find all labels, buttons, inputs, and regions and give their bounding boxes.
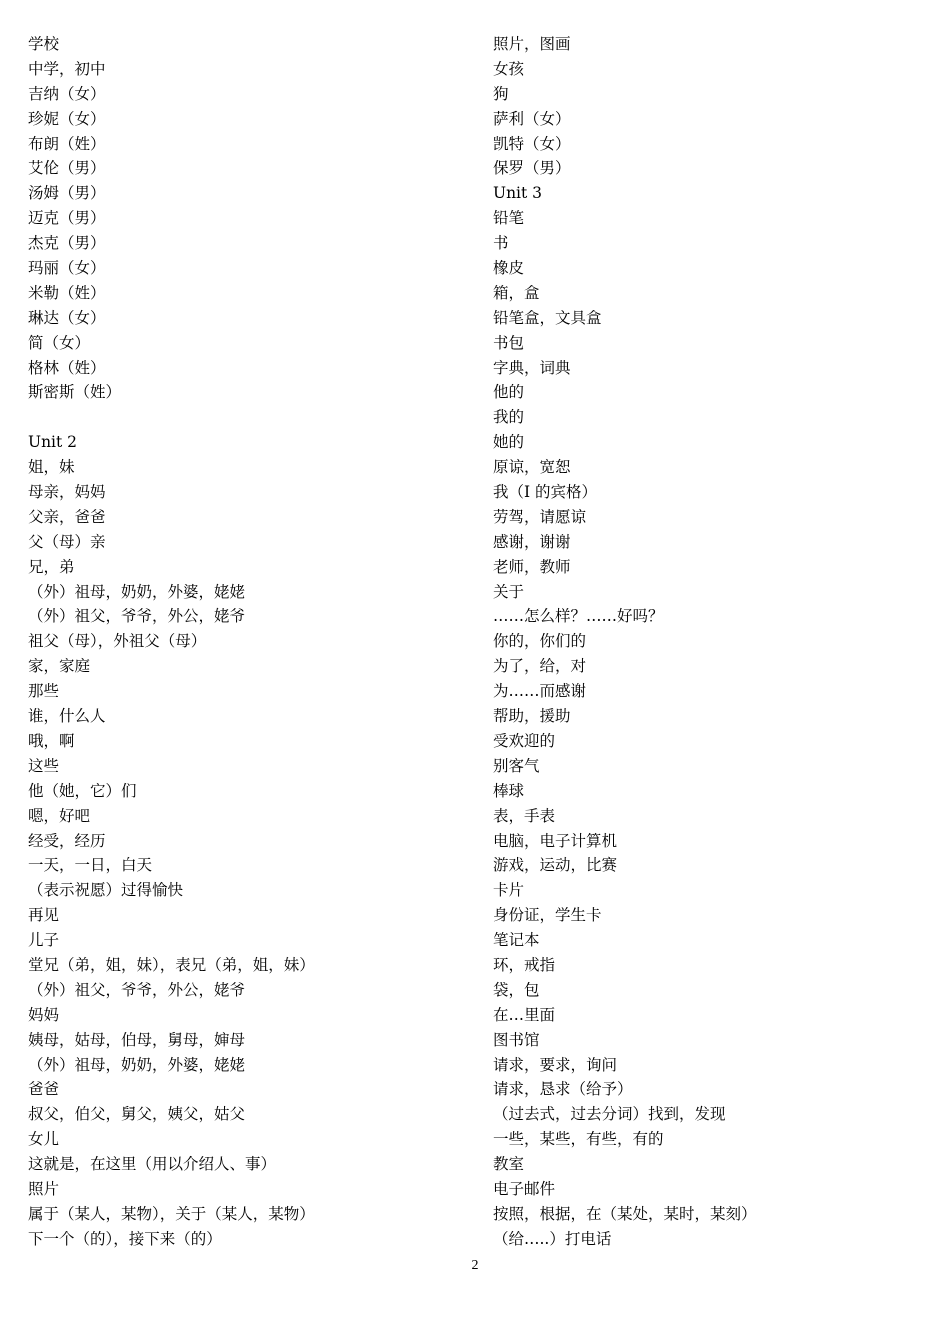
- vocabulary-line: 这些: [28, 756, 60, 775]
- vocabulary-line: 图书馆: [493, 1030, 540, 1049]
- vocabulary-line: 简（女）: [28, 333, 91, 352]
- vocabulary-line: 兄，弟: [28, 557, 75, 576]
- vocabulary-line: 他（她，它）们: [28, 781, 137, 800]
- vocabulary-line: 属于（某人，某物），关于（某人，某物）: [28, 1204, 315, 1223]
- vocabulary-line: 为了，给，对: [493, 657, 587, 676]
- vocabulary-line: 棒球: [493, 781, 525, 800]
- vocabulary-line: 原谅，宽恕: [493, 458, 571, 477]
- vocabulary-line: 照片: [28, 1179, 60, 1198]
- vocabulary-line: 经受，经历: [28, 831, 106, 850]
- vocabulary-line: 别客气: [493, 756, 540, 775]
- vocabulary-line: 他的: [493, 383, 525, 402]
- vocabulary-line: （外）祖母，奶奶，外婆，姥姥: [28, 582, 246, 601]
- vocabulary-line: （外）祖母，奶奶，外婆，姥姥: [28, 1055, 246, 1074]
- vocabulary-line: 吉纳（女）: [28, 84, 106, 103]
- vocabulary-line: 照片，图画: [493, 35, 571, 53]
- right-vocabulary-column: [493, 32, 933, 1252]
- vocabulary-line: （表示祝愿）过得愉快: [28, 881, 184, 900]
- vocabulary-line: ……怎么样？……好吗？: [493, 607, 664, 626]
- vocabulary-line: 橡皮: [493, 259, 525, 278]
- vocabulary-line: 笔记本: [493, 931, 540, 950]
- vocabulary-line: 电脑，电子计算机: [493, 831, 618, 850]
- vocabulary-line: 爸爸: [28, 1080, 60, 1099]
- vocabulary-line: [28, 405, 468, 430]
- vocabulary-line: 保罗（男）: [493, 159, 571, 178]
- vocabulary-line: 书: [493, 234, 509, 253]
- vocabulary-line: 狗: [493, 84, 509, 103]
- vocabulary-line: 这就是，在这里（用以介绍人、事）: [28, 1155, 277, 1174]
- vocabulary-line: 姨母，姑母，伯母，舅母，婶母: [28, 1030, 246, 1049]
- vocabulary-line: 布朗（姓）: [28, 134, 106, 153]
- vocabulary-line: （外）祖父，爷爷，外公，姥爷: [28, 607, 246, 626]
- vocabulary-line: 女儿: [28, 1130, 60, 1149]
- vocabulary-line: 汤姆（男）: [28, 184, 106, 203]
- vocabulary-line: 你的，你们的: [493, 632, 587, 651]
- vocabulary-line: 环，戒指: [493, 955, 556, 974]
- vocabulary-line: 老师，教师: [493, 557, 571, 576]
- vocabulary-line: 祖父（母），外祖父（母）: [28, 632, 207, 651]
- vocabulary-line: 姐，妹: [28, 458, 75, 477]
- vocabulary-line: 家，家庭: [28, 657, 91, 676]
- vocabulary-line: 嗯，好吧: [28, 806, 91, 825]
- vocabulary-line: 请求，恳求（给予）: [493, 1080, 633, 1099]
- vocabulary-line: 父（母）亲: [28, 532, 106, 551]
- vocabulary-line: 再见: [28, 906, 60, 925]
- vocabulary-line: 关于: [493, 582, 525, 601]
- vocabulary-line: 那些: [28, 682, 60, 701]
- vocabulary-line: 迈克（男）: [28, 209, 106, 228]
- vocabulary-line: 帮助，援助: [493, 707, 571, 726]
- vocabulary-line: 教室: [493, 1155, 525, 1174]
- vocabulary-line: 儿子: [28, 931, 60, 950]
- vocabulary-line: 表，手表: [493, 806, 556, 825]
- vocabulary-line: 艾伦（男）: [28, 159, 106, 178]
- vocabulary-line: 米勒（姓）: [28, 283, 106, 302]
- vocabulary-line: 按照，根据，在（某处，某时，某刻）: [493, 1204, 757, 1223]
- vocabulary-line: 杰克（男）: [28, 234, 106, 253]
- left-vocabulary-column: [28, 32, 468, 1252]
- vocabulary-line: 受欢迎的: [493, 731, 556, 750]
- unit-heading: Unit 3: [493, 184, 543, 203]
- vocabulary-line: 叔父，伯父，舅父，姨父，姑父: [28, 1105, 246, 1124]
- vocabulary-line: 我（I 的宾格）: [493, 483, 598, 502]
- vocabulary-line: 游戏，运动，比赛: [493, 856, 618, 875]
- vocabulary-line: 电子邮件: [493, 1179, 556, 1198]
- vocabulary-line: 她的: [493, 433, 525, 452]
- vocabulary-line: 斯密斯（姓）: [28, 383, 122, 402]
- vocabulary-line: 母亲，妈妈: [28, 483, 106, 502]
- vocabulary-line: 父亲，爸爸: [28, 507, 106, 526]
- vocabulary-line: 一些，某些，有些，有的: [493, 1130, 664, 1149]
- vocabulary-line: 在…里面: [493, 1005, 556, 1024]
- unit-heading: Unit 2: [28, 433, 78, 452]
- vocabulary-line: 我的: [493, 408, 525, 427]
- vocabulary-line: 卡片: [493, 881, 525, 900]
- vocabulary-line: （过去式，过去分词）找到，发现: [493, 1105, 726, 1124]
- vocabulary-line: 书包: [493, 333, 525, 352]
- vocabulary-line: 劳驾，请愿谅: [493, 507, 587, 526]
- vocabulary-line: 为……而感谢: [493, 682, 587, 701]
- vocabulary-line: 铅笔: [493, 209, 525, 228]
- vocabulary-line: 妈妈: [28, 1005, 60, 1024]
- vocabulary-line: 玛丽（女）: [28, 259, 106, 278]
- vocabulary-line: 珍妮（女）: [28, 109, 106, 128]
- vocabulary-line: 箱，盒: [493, 283, 540, 302]
- vocabulary-line: 萨利（女）: [493, 109, 571, 128]
- page-number: 2: [471, 1258, 479, 1273]
- vocabulary-line: 中学，初中: [28, 59, 106, 78]
- vocabulary-line: 请求，要求，询问: [493, 1055, 618, 1074]
- vocabulary-line: 袋，包: [493, 980, 540, 999]
- vocabulary-line: 字典，词典: [493, 358, 571, 377]
- vocabulary-line: 凯特（女）: [493, 134, 571, 153]
- vocabulary-line: 学校: [28, 35, 60, 53]
- vocabulary-line: （给…..）打电话: [493, 1229, 612, 1248]
- vocabulary-line: 铅笔盒，文具盒: [493, 308, 602, 327]
- vocabulary-line: 琳达（女）: [28, 308, 106, 327]
- vocabulary-line: 堂兄（弟，姐，妹），表兄（弟，姐，妹）: [28, 955, 315, 974]
- vocabulary-line: 下一个（的），接下来（的）: [28, 1229, 222, 1248]
- vocabulary-line: 谁，什么人: [28, 707, 106, 726]
- vocabulary-line: 感谢，谢谢: [493, 532, 571, 551]
- vocabulary-line: （外）祖父，爷爷，外公，姥爷: [28, 980, 246, 999]
- vocabulary-line: 女孩: [493, 59, 525, 78]
- vocabulary-line: 格林（姓）: [28, 358, 106, 377]
- vocabulary-line: 哦，啊: [28, 731, 75, 750]
- vocabulary-line: 一天，一日，白天: [28, 856, 153, 875]
- vocabulary-line: 身份证，学生卡: [493, 906, 602, 925]
